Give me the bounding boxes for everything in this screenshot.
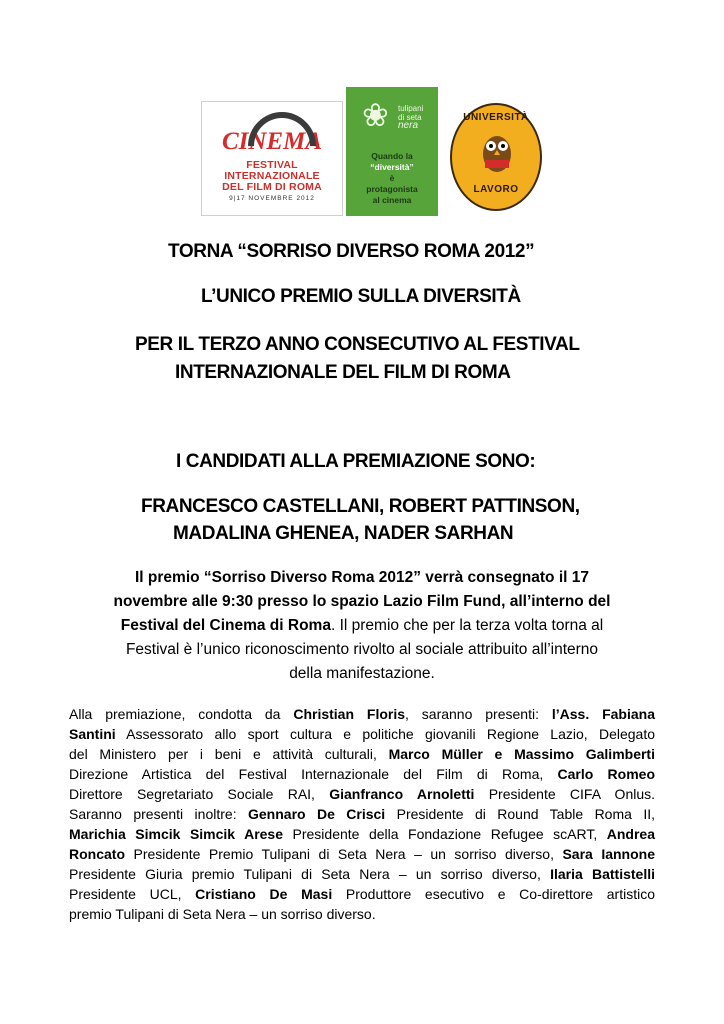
body-4b: Carlo Romeo (557, 766, 655, 782)
body-10c: Produttore esecutivo e Co-direttore artistico (332, 886, 655, 902)
title-line-1: TORNA “SORRISO DIVERSO ROMA 2012” (168, 241, 535, 262)
universita-lavoro-logo (447, 98, 550, 219)
body-1a: Alla premiazione, condotta da (69, 706, 294, 722)
body-5a: Direttore Segretariato Sociale RAI, (69, 786, 330, 802)
title-line-2: L’UNICO PREMIO SULLA DIVERSITÀ (201, 286, 521, 307)
body-1d: l’Ass. Fabiana (551, 706, 655, 722)
body-line-2 (69, 724, 655, 744)
body-7a: Marichia Simcik Simcik Arese (69, 826, 284, 842)
body-line-10 (69, 884, 655, 904)
tulipani-brand (398, 105, 434, 131)
owl-icon (479, 130, 515, 174)
body-7b: Presidente della Fondazione Refugee scART, (283, 826, 607, 842)
cinema-logo-line1: FESTIVAL (246, 159, 298, 171)
title-line-3: PER IL TERZO ANNO CONSECUTIVO AL FESTIVAL (135, 334, 580, 355)
body-3b: Marco Müller e Massimo Galimberti (388, 746, 655, 762)
body-2b: Assessorato allo sport cultura e politiche giovanili Regione Lazio, Delegato (115, 726, 655, 742)
candidates-line-1: FRANCESCO CASTELLANI, ROBERT PATTINSON, (141, 496, 580, 517)
body-5b: Gianfranco Arnoletti (329, 786, 475, 802)
body-7c: Andrea (606, 826, 655, 842)
body-6b: Gennaro De Crisci (248, 806, 386, 822)
body-9a: Presidente Giuria premio Tulipani di Seta Nera – un sorriso diverso, (69, 866, 551, 882)
title-line-4: INTERNAZIONALE DEL FILM DI ROMA (175, 362, 511, 383)
body-line-1 (69, 704, 655, 724)
intro-line-5-text: della manifestazione. (289, 665, 435, 682)
body-2a: Santini (69, 726, 116, 742)
body-3a: del Ministero per i beni e attività culturali, (69, 746, 389, 762)
cinema-logo-line3: DEL FILM DI ROMA (222, 181, 322, 193)
tulip-icon: ❀ (362, 97, 389, 133)
body-8a: Roncato (69, 846, 125, 862)
body-line-11 (69, 904, 655, 924)
intro-line-1 (60, 566, 664, 590)
body-9b: Ilaria Battistelli (550, 866, 655, 882)
intro-line-3-b: . Il premio che per la terza volta torna al (330, 617, 604, 634)
candidates-heading: I CANDIDATI ALLA PREMIAZIONE SONO: (176, 451, 536, 472)
cinema-logo-word: CINEMA (221, 128, 323, 155)
body-10a: Presidente UCL, (69, 886, 196, 902)
intro-line-2 (60, 590, 664, 614)
body-line-9 (69, 864, 655, 884)
cinema-logo-line2: INTERNAZIONALE (224, 170, 320, 182)
tulipani-tagline-1: Quando la (371, 151, 413, 161)
body-line-5 (69, 784, 655, 804)
tulipani-tagline-4: protagonista (366, 184, 418, 194)
intro-line-3-a: Festival del Cinema di Roma (120, 617, 331, 634)
body-line-7 (69, 824, 655, 844)
body-line-6 (69, 804, 655, 824)
body-8b: Presidente Premio Tulipani di Seta Nera – un sorriso diverso, (125, 846, 563, 862)
tulipani-tagline (346, 151, 438, 206)
body-5c: Presidente CIFA Onlus. (474, 786, 656, 802)
body-10b: Cristiano De Masi (195, 886, 333, 902)
tulipani-brand-1: tulipani (398, 104, 424, 113)
tulipani-brand-3: nera (398, 120, 419, 131)
cinema-festival-logo (201, 101, 343, 216)
tulipani-tagline-5: al cinema (372, 195, 412, 205)
tulipani-tagline-2: “diversità” (370, 162, 414, 172)
universita-logo-top: UNIVERSITÀ (463, 112, 529, 123)
body-line-3 (69, 744, 655, 764)
body-11: premio Tulipani di Seta Nera – un sorriso diverso. (69, 906, 376, 922)
tulipani-brand-2: di seta (398, 112, 422, 122)
intro-line-4-text: Festival è l’unico riconoscimento rivolto al sociale attribuito all’interno (125, 641, 599, 658)
candidates-line-2: MADALINA GHENEA, NADER SARHAN (173, 523, 514, 544)
tulipani-logo (346, 87, 438, 216)
intro-line-3 (60, 614, 664, 638)
intro-line-1-text: Il premio “Sorriso Diverso Roma 2012” verrà consegnato il 17 (135, 569, 589, 586)
body-1b: Christian Floris (293, 706, 406, 722)
body-4a: Direzione Artistica del Festival Internazionale del Film di Roma, (69, 766, 558, 782)
body-8c: Sara Iannone (562, 846, 655, 862)
intro-line-4 (60, 638, 664, 662)
universita-logo-bottom: LAVORO (473, 184, 519, 195)
body-line-4 (69, 764, 655, 784)
intro-line-5 (60, 662, 664, 686)
body-6c: Presidente di Round Table Roma II, (385, 806, 655, 822)
body-line-8 (69, 844, 655, 864)
body-6a: Saranno presenti inoltre: (69, 806, 248, 822)
intro-line-2-b: , all’interno del (501, 593, 611, 610)
cinema-logo-dates: 9|17 NOVEMBRE 2012 (229, 195, 315, 202)
intro-line-2-a: novembre alle 9:30 presso lo spazio Lazio Film Fund (113, 593, 502, 610)
tulipani-tagline-3: è (389, 173, 395, 183)
body-1c: , saranno presenti: (405, 706, 552, 722)
